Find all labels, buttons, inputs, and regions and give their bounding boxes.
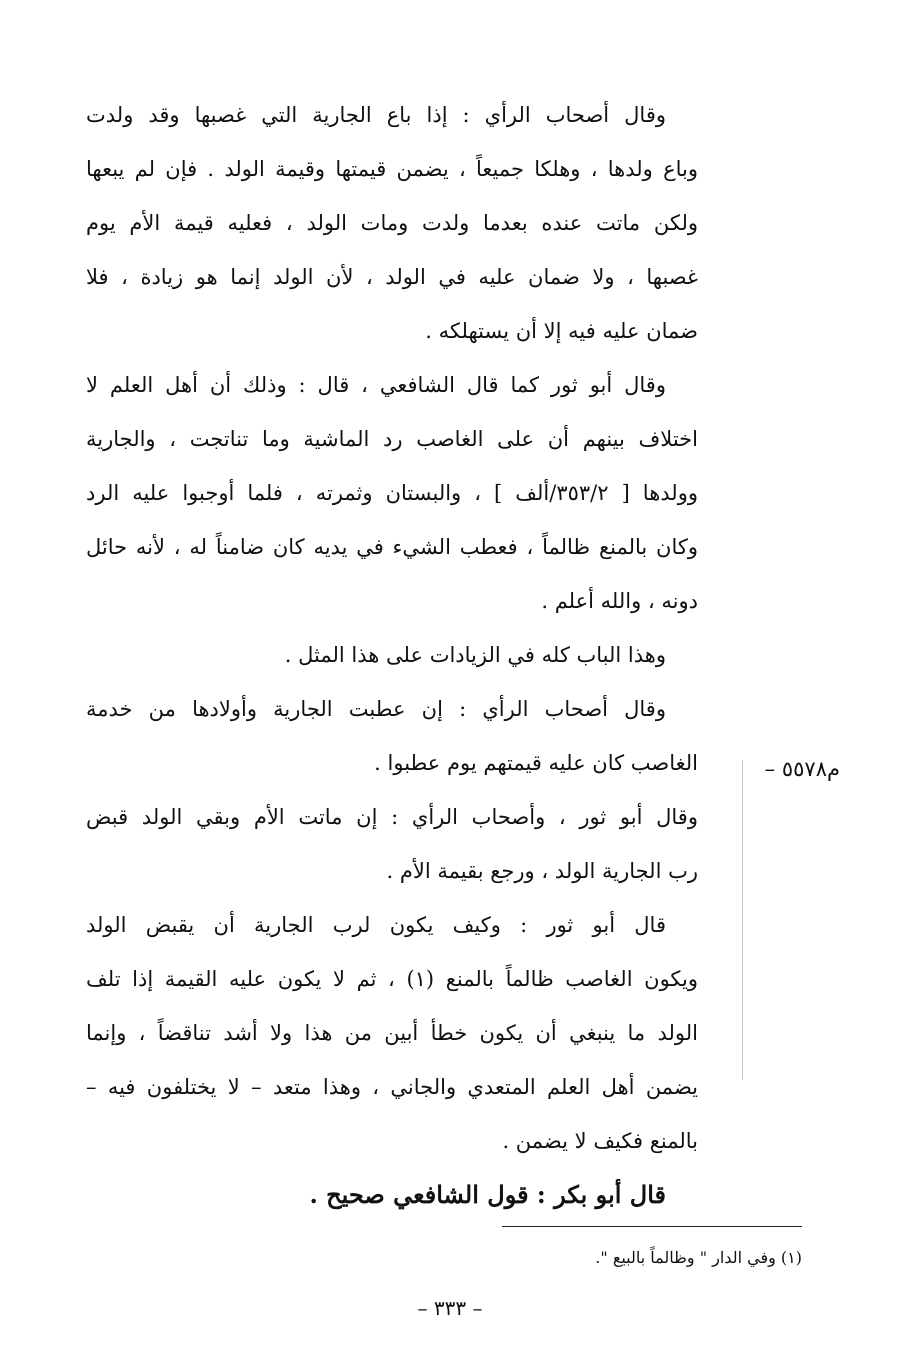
text-line: رب الجارية الولد ، ورجع بقيمة الأم . <box>386 859 698 883</box>
page-number: – ٣٣٣ – <box>417 1296 483 1320</box>
main-text <box>86 88 698 1222</box>
text-line: قال أبو ثور : وكيف يكون لرب الجارية أن يقبض الولد <box>86 913 666 937</box>
conclusion-line: قال أبو بكر : قول الشافعي صحيح . <box>309 1180 666 1209</box>
footnote-divider <box>502 1226 802 1227</box>
text-line: ويكون الغاصب ظالماً بالمنع (١) ، ثم لا يكون عليه القيمة إذا تلف <box>86 967 698 991</box>
text-line: وباع ولدها ، وهلكا جميعاً ، يضمن قيمتها وقيمة الولد . فإن لم يبعها <box>86 157 698 181</box>
text-line: اختلاف بينهم أن على الغاصب رد الماشية وما تناتجت ، والجارية <box>86 427 698 451</box>
text-line: ولكن ماتت عنده بعدما ولدت ومات الولد ، فعليه قيمة الأم يوم <box>86 211 698 235</box>
text-line: وقال أصحاب الرأي : إن عطبت الجارية وأولادها من خدمة <box>86 697 666 721</box>
text-line: وولدها [ ٣٥٣/٢/ألف ] ، والبستان وثمرته ، فلما أوجبوا عليه الرد <box>86 481 698 505</box>
text-line: الولد ما ينبغي أن يكون خطأ أبين من هذا ولا أشد تناقضاً ، وإنما <box>86 1021 698 1045</box>
text-line: بالمنع فكيف لا يضمن . <box>502 1129 698 1153</box>
text-line: ضمان عليه فيه إلا أن يستهلكه . <box>425 319 698 343</box>
text-line: وقال أبو ثور كما قال الشافعي ، قال : وذلك أن أهل العلم لا <box>86 373 666 397</box>
footnote: (١) وفي الدار " وظالماً بالبيع ". <box>595 1248 802 1267</box>
text-line: غصبها ، ولا ضمان عليه في الولد ، لأن الولد إنما هو زيادة ، فلا <box>86 265 698 289</box>
text-line: الغاصب كان عليه قيمتهم يوم عطبوا . <box>374 751 698 775</box>
entry-number: م٥٥٧٨ – <box>764 757 840 781</box>
text-line: وقال أبو ثور ، وأصحاب الرأي : إن ماتت الأم وبقي الولد قبض <box>86 805 698 829</box>
text-line: وكان بالمنع ظالماً ، فعطب الشيء في يديه كان ضامناً له ، لأنه حائل <box>86 535 698 559</box>
text-line: وهذا الباب كله في الزيادات على هذا المثل . <box>284 643 666 667</box>
text-line: يضمن أهل العلم المتعدي والجاني ، وهذا متعد – لا يختلفون فيه – <box>86 1075 698 1099</box>
text-line: دونه ، والله أعلم . <box>541 589 698 613</box>
text-line: وقال أصحاب الرأي : إذا باع الجارية التي غصبها وقد ولدت <box>86 103 666 127</box>
margin-rule <box>742 760 743 1080</box>
